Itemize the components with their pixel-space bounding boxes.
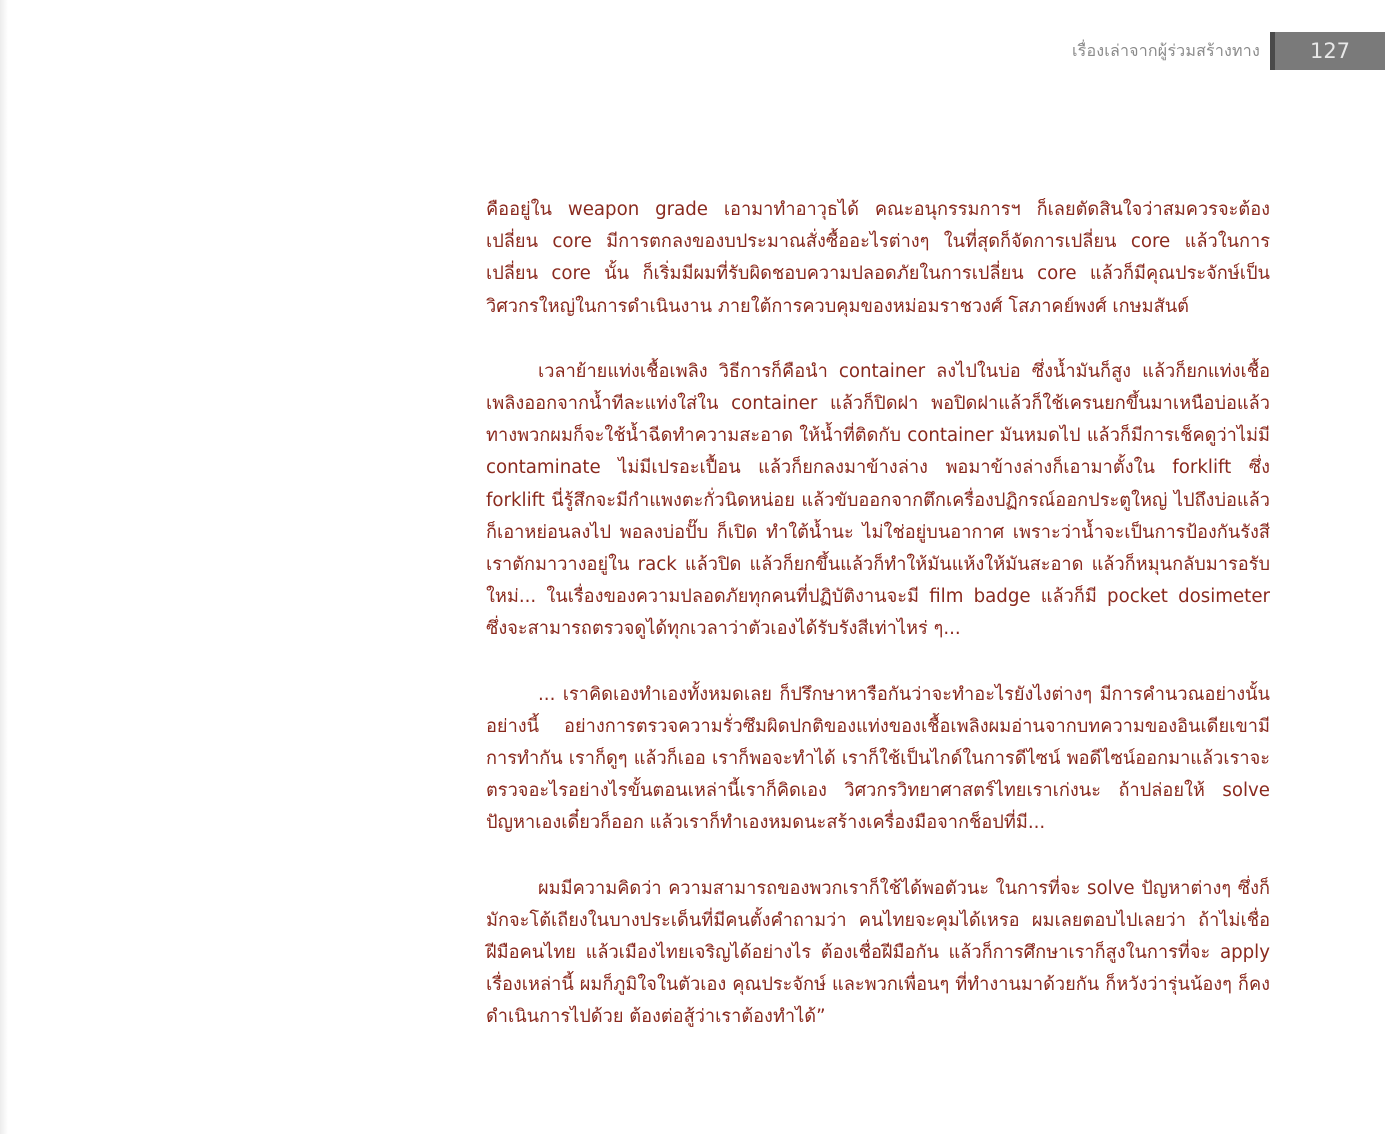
paragraph-1: คืออยู่ใน weapon grade เอามาทำอาวุธได้ คณะอนุกรรมการฯ ก็เลยตัดสินใจว่าสมควรจะต้องเปลี่ยน core มีการตกลงของบประมาณสั่งซื้ออะไรต่างๆ ในที่สุดก็จัดการเปลี่ยน core แล้วในการเปลี่ยน core นั้น ก็เริ่มมีผมที่รับผิดชอบความปลอดภัยในการเปลี่ยน core แล้วก็มีคุณประจักษ์เป็นวิศวกรใหญ่ในการดำเนินงาน ภายใต้การควบคุมของหม่อมราชวงศ์ โสภาคย์พงศ์ เกษมสันต์	[486, 199, 1270, 317]
paragraph-3: ... เราคิดเองทำเองทั้งหมดเลย ก็ปรึกษาหารือกันว่าจะทำอะไรยังไงต่างๆ มีการคำนวณอย่างนั้นอย่างนี้ อย่างการตรวจความรั่วซึมผิดปกติของแท่งของเชื้อเพลิงผมอ่านจากบทความของอินเดียเขามีการทำกัน เราก็ดูๆ แล้วก็เออ เราก็พอจะทำได้ เราก็ใช้เป็นไกด์ในการดีไซน์ พอดีไซน์ออกมาแล้วเราจะตรวจอะไรอย่างไรขั้นตอนเหล่านี้เราก็คิดเอง วิศวกรวิทยาศาสตร์ไทยเราเก่งนะ ถ้าปล่อยให้ solve ปัญหาเองเดี๋ยวก็ออก แล้วเราก็ทำเองหมดนะสร้างเครื่องมือจากช็อปที่มี...	[486, 683, 1270, 834]
paragraph-4: ผมมีความคิดว่า ความสามารถของพวกเราก็ใช้ได้พอตัวนะ ในการที่จะ solve ปัญหาต่างๆ ซึ่งก็มักจะโต้เถียงในบางประเด็นที่มีคนตั้งคำถามว่า คนไทยจะคุมได้เหรอ ผมเลยตอบไปเลยว่า ถ้าไม่เชื่อฝีมือคนไทย แล้วเมืองไทยเจริญได้อย่างไร ต้องเชื่อฝีมือกัน แล้วก็การศึกษาเราก็สูงในการที่จะ apply เรื่องเหล่านี้ ผมก็ภูมิใจในตัวเอง คุณประจักษ์ และพวกเพื่อนๆ ที่ทำงานมาด้วยกัน ก็หวังว่ารุ่นน้องๆ ก็คงดำเนินการไปด้วย ต้องต่อสู้ว่าเราต้องทำได้”	[486, 877, 1270, 1028]
paragraph-2: เวลาย้ายแท่งเชื้อเพลิง วิธีการก็คือนำ container ลงไปในบ่อ ซึ่งน้ำมันก็สูง แล้วก็ยกแท่งเชื้อเพลิงออกจากน้ำทีละแท่งใส่ใน container แล้วก็ปิดฝา พอปิดฝาแล้วก็ใช้เครนยกขึ้นมาเหนือบ่อแล้วทางพวกผมก็จะใช้น้ำฉีดทำความสะอาด ให้น้ำที่ติดกับ container มันหมดไป แล้วก็มีการเช็คดูว่าไม่มี contaminate ไม่มีเปรอะเปื้อน แล้วก็ยกลงมาข้างล่าง พอมาข้างล่างก็เอามาตั้งใน forklift ซึ่ง forklift นี่รู้สึกจะมีกำแพงตะกั่วนิดหน่อย แล้วขับออกจากตึกเครื่องปฏิกรณ์ออกประตูใหญ่ ไปถึงบ่อแล้วก็เอาหย่อนลงไป พอลงบ่อปั๊บ ก็เปิด ทำใต้น้ำนะ ไม่ใช่อยู่บนอากาศ เพราะว่าน้ำจะเป็นการป้องกันรังสี เราตักมาวางอยู่ใน rack แล้วปิด แล้วก็ยกขึ้นแล้วก็ทำให้มันแห้งให้มันสะอาด แล้วก็หมุนกลับมารอรับใหม่... ในเรื่องของความปลอดภัยทุกคนที่ปฏิบัติงานจะมี film badge แล้วก็มี pocket dosimeter ซึ่งจะสามารถตรวจดูได้ทุกเวลาว่าตัวเองได้รับรังสีเท่าไหร่ ๆ...	[486, 360, 1270, 640]
running-title: เรื่องเล่าจากผู้ร่วมสร้างทาง	[1072, 40, 1260, 60]
page-number: 127	[1270, 32, 1385, 70]
body-text	[486, 194, 1270, 1067]
page-edge-shadow	[0, 0, 8, 1134]
page-header	[1072, 32, 1385, 70]
